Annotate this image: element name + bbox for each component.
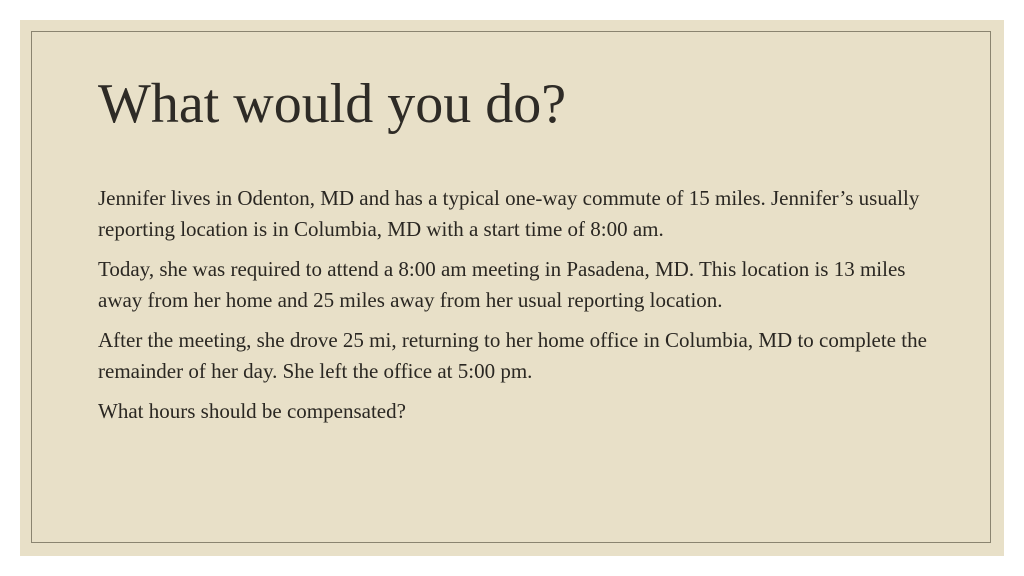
slide-body bbox=[98, 183, 928, 437]
paragraph-after-meeting: After the meeting, she drove 25 mi, returning to her home office in Columbia, MD to complete the remainder of her day. She left the office at 5:00 pm. bbox=[98, 328, 927, 383]
slide bbox=[20, 20, 1004, 556]
paragraph-question: What hours should be compensated? bbox=[98, 399, 406, 423]
slide-title: What would you do? bbox=[98, 73, 567, 135]
paragraph-meeting: Today, she was required to attend a 8:00 am meeting in Pasadena, MD. This location is 13 miles away from her home and 25 miles away from her usual reporting location. bbox=[98, 257, 906, 312]
paragraph-commute: Jennifer lives in Odenton, MD and has a typical one-way commute of 15 miles. Jennifer’s usually reporting location is in Columbia, MD with a start time of 8:00 am. bbox=[98, 186, 920, 241]
